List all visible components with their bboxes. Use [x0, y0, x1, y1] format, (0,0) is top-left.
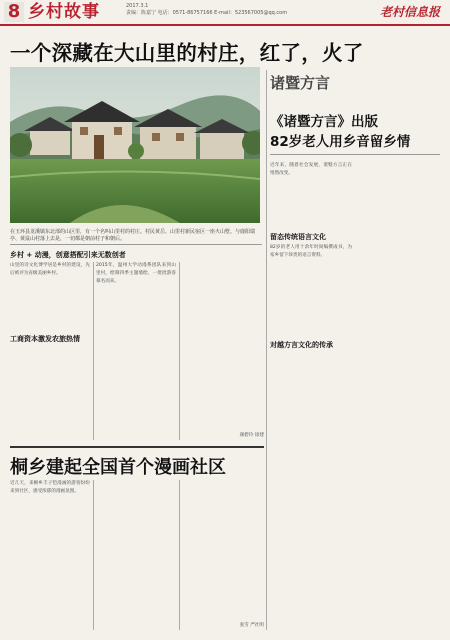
- lead-column-1: [10, 262, 90, 330]
- village-photo: [10, 67, 260, 223]
- header-meta: [126, 3, 326, 17]
- sidebar-subhead-1: 留态传统语言文化: [270, 233, 326, 241]
- column-rule: [179, 262, 180, 440]
- second-paragraph: 近几天，来桐乡丰子恺漫画的游客纷纷来到社区，感受浓郁的漫画氛围。: [10, 481, 90, 494]
- editor-contact: 责编：陈嘉宁 电话：0571-86757166 E-mail：523567005@qq.com: [126, 10, 288, 16]
- lead-column-3: [182, 262, 264, 440]
- second-column-3: [182, 480, 264, 620]
- sidebar-logo: 诸暨方言: [270, 74, 331, 92]
- sidebar-column-1: [270, 162, 352, 226]
- second-headline: 桐乡建起全国首个漫画社区: [10, 457, 226, 478]
- section-title: 乡村故事: [28, 2, 100, 22]
- sidebar-column-4: [358, 244, 440, 336]
- column-rule: [93, 480, 94, 630]
- sidebar-column-5: [270, 352, 352, 630]
- page-number: 8: [4, 2, 24, 22]
- sidebar-column-3: [270, 244, 352, 336]
- sidebar-subtitle: 82岁老人用乡音留乡情: [270, 134, 411, 150]
- lead-byline: 颜碧玲 徐建: [239, 433, 264, 438]
- sidebar-subhead-2: 对越方言文化的传承: [270, 341, 333, 349]
- sidebar-title: 《诸暨方言》出版: [270, 114, 378, 130]
- column-rule: [93, 262, 94, 440]
- divider: [270, 154, 440, 155]
- second-column-1: [10, 480, 90, 630]
- story-separator: [10, 446, 264, 448]
- sidebar-column-2: [358, 162, 440, 226]
- village-photo-illustration: [10, 67, 260, 223]
- second-byline: 张雪 严社明: [239, 623, 264, 628]
- divider: [10, 244, 262, 245]
- lead-column-2: [96, 262, 176, 440]
- lead-subhead-2: 工商资本激发农旅热情: [10, 335, 80, 343]
- photo-caption: 在玉环县龙溪镇东北部的山区里，有一个名叫山里村的村庄。村民黄岳、山里村新民宿区一座火山墅。与鹿阳瑞亭、黄鼠山村落上去是，一切都是朝前村子和朝后。: [10, 229, 256, 242]
- sidebar-paragraph: 82岁的老人用十余年时间编撰成书，为家乡留下珍贵的语言资料。: [270, 245, 352, 258]
- column-rule: [179, 480, 180, 630]
- section-rule: [266, 70, 267, 630]
- header-rule: [0, 24, 450, 26]
- sidebar-paragraph: 近年来，随着社会发展，诸暨方言正在悄然改变。: [270, 163, 352, 176]
- sidebar-column-6: [358, 352, 440, 630]
- newspaper-name: 老村信息报: [379, 5, 440, 19]
- second-column-2: [96, 480, 176, 630]
- lead-headline: 一个深藏在大山里的村庄，红了，火了: [10, 41, 364, 65]
- lead-column-1b: [10, 346, 90, 440]
- lead-paragraph: 山里的诗文化博学居是乡村的建设，先后被评为省级美丽乡村。: [10, 263, 90, 276]
- lead-paragraph: 2015年，温州大学动漫系团队来到山里村，绘制四季主题墙绘，一批批游客慕名而来。: [96, 263, 176, 284]
- issue-date: 2017.3.1: [126, 3, 149, 9]
- lead-subhead: 乡村 + 动漫，创意搭配引来无数创者: [10, 251, 126, 259]
